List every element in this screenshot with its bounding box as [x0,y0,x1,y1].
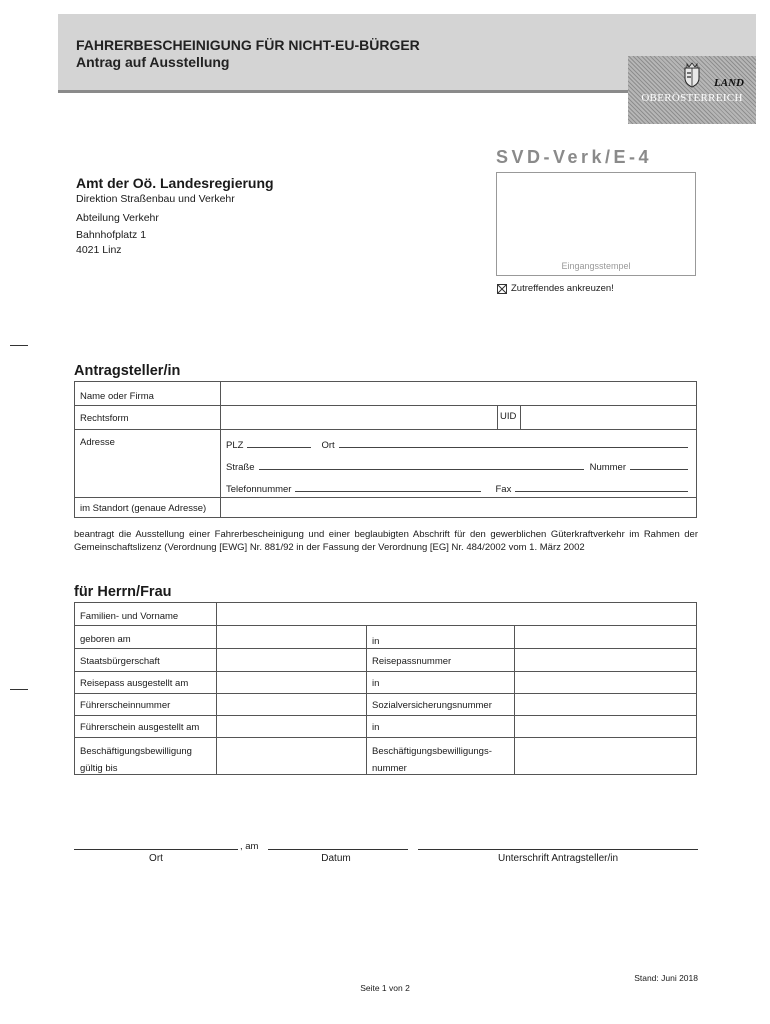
place-label: Ort [149,853,163,864]
uid-divider-right [520,405,521,429]
driver-row-sep-1 [74,625,697,626]
authority-name: Amt der Oö. Landesregierung [76,175,274,191]
signature-line[interactable] [418,849,698,850]
street-row [226,459,688,473]
plz-ort-row [226,437,688,451]
driver-section-title: für Herrn/Frau [74,584,172,600]
status-date: Stand: Juni 2018 [634,973,698,983]
plz-label: PLZ [226,440,244,451]
born-in-field[interactable] [516,627,694,646]
passport-no-field[interactable] [516,650,694,669]
number-field[interactable] [630,459,688,470]
passport-in-label: in [372,678,380,689]
street-label: Straße [226,462,255,473]
legal-form-field[interactable] [222,407,494,427]
driver-row-sep-3 [74,671,697,672]
driver-row-sep-4 [74,693,697,694]
born-in-label: in [372,636,380,647]
license-issued-label: Führerschein ausgestellt am [80,722,200,733]
request-text: beantragt die Ausstellung einer Fahrerbescheinigung und einer beglaubigten Abschrift für den gewerblichen Güterkraftverkehr im Rahmen der Gemeinschaftslizenz (Verordnung [EWG] Nr. 881/92 in der Fassung der Verordnung [EG] Nr. 484/2002 vom 1. März 2002 [74,529,698,553]
authority-line-3: Bahnhofplatz 1 [76,229,147,241]
license-no-label: Führerscheinnummer [80,700,171,711]
fax-field[interactable] [515,481,688,492]
stamp-label: Eingangsstempel [561,261,631,271]
citizenship-label: Staatsbürgerschaft [80,656,160,667]
driver-row-sep-6 [74,737,697,738]
uid-divider-left [497,405,498,429]
authority-line-2: Abteilung Verkehr [76,212,159,224]
logo-region-text: OBERÖSTERREICH [641,92,743,104]
date-line[interactable] [268,849,408,850]
work-permit-no-field[interactable] [516,739,694,773]
full-name-field[interactable] [218,604,694,623]
applicant-row-sep-1 [74,405,697,406]
work-permit-valid-field[interactable] [218,739,364,773]
driver-row-sep-5 [74,715,697,716]
form-code: SVD-Verk/E-4 [496,147,653,167]
phone-label: Telefonnummer [226,484,292,495]
social-security-label: Sozialversicherungsnummer [372,700,492,711]
work-permit-no-label-line-1: Beschäftigungsbewilligungs- [372,746,492,757]
work-permit-label-line-1: Beschäftigungsbewilligung [80,746,192,757]
check-note-text: Zutreffendes ankreuzen! [511,283,614,294]
checked-box-icon [497,284,507,294]
work-permit-label [80,743,192,777]
citizenship-field[interactable] [218,650,364,669]
license-no-field[interactable] [218,695,364,713]
passport-issued-label: Reisepass ausgestellt am [80,678,189,689]
title-line-2: Antrag auf Ausstellung [76,54,230,70]
coat-of-arms-icon [682,62,702,88]
license-issued-field[interactable] [218,717,364,735]
number-label: Nummer [589,462,626,473]
born-field[interactable] [218,627,364,646]
logo-land-text: LAND [714,77,744,89]
born-label: geboren am [80,634,131,645]
passport-no-label: Reisepassnummer [372,656,452,667]
authority-line-1: Direktion Straßenbau und Verkehr [76,193,235,205]
authority-line-4: 4021 Linz [76,244,122,256]
work-permit-no-label-line-2: nummer [372,763,407,774]
receipt-stamp-box [496,172,696,276]
place-line[interactable] [74,849,238,850]
ort-field[interactable] [339,437,688,448]
license-in-field[interactable] [516,717,694,735]
work-permit-label-line-2: gültig bis [80,763,118,774]
check-note [497,283,614,294]
applicant-row-sep-2 [74,429,697,430]
site-field[interactable] [222,499,694,516]
address-label: Adresse [80,437,115,448]
phone-fax-row [226,481,688,495]
title-line-1: FAHRERBESCHEINIGUNG FÜR NICHT-EU-BÜRGER [76,37,420,53]
land-ooe-logo [628,56,756,124]
work-permit-no-label [372,743,492,777]
driver-row-sep-2 [74,648,697,649]
signature-label: Unterschrift Antragsteller/in [497,853,619,864]
uid-field[interactable] [522,407,694,427]
plz-field[interactable] [247,437,311,448]
applicant-row-sep-3 [74,497,697,498]
am-text: , am [240,841,259,852]
name-label: Name oder Firma [80,391,154,402]
passport-issued-field[interactable] [218,673,364,691]
name-field[interactable] [222,383,694,403]
license-in-label: in [372,722,380,733]
full-name-label: Familien- und Vorname [80,611,179,622]
passport-in-field[interactable] [516,673,694,691]
fold-mark-middle [10,689,28,690]
date-label: Datum [321,853,351,864]
ort-label: Ort [321,440,335,451]
uid-label: UID [500,411,517,422]
site-label: im Standort (genaue Adresse) [80,503,207,514]
driver-col-1 [216,602,217,775]
street-field[interactable] [259,459,584,470]
applicant-section-title: Antragsteller/in [74,363,181,379]
legal-form-label: Rechtsform [80,413,129,424]
fax-label: Fax [495,484,512,495]
document-title [76,37,420,71]
social-security-field[interactable] [516,695,694,713]
phone-field[interactable] [295,481,481,492]
fold-mark-top [10,345,28,346]
page-number: Seite 1 von 2 [360,983,410,993]
